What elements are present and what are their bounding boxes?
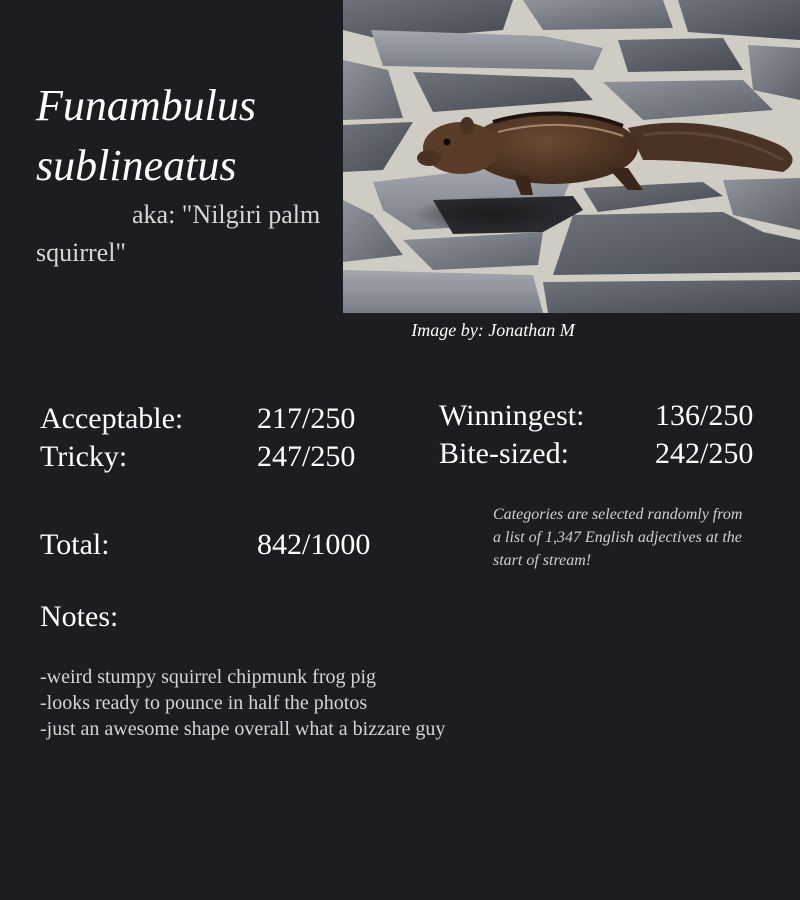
score-label-winningest: Winningest:	[439, 399, 585, 432]
notes-list	[40, 664, 445, 742]
score-value-acceptable: 217/250	[257, 402, 356, 435]
note-item: -looks ready to pounce in half the photos	[40, 692, 368, 714]
image-credit: Image by: Jonathan M	[411, 320, 575, 340]
notes-heading: Notes:	[40, 600, 119, 633]
score-label-bite-sized: Bite-sized:	[439, 437, 569, 470]
score-value-winningest: 136/250	[655, 399, 754, 432]
note-item: -weird stumpy squirrel chipmunk frog pig	[40, 666, 377, 688]
score-label-acceptable: Acceptable:	[40, 402, 184, 435]
score-value-total: 842/1000	[257, 528, 371, 561]
score-label-total: Total:	[40, 528, 110, 561]
species-title: Funambulus sublineatus	[36, 81, 256, 190]
categories-disclaimer: Categories are selected randomly from a list of 1,347 English adjectives at the start of stream!	[493, 506, 743, 569]
score-value-tricky: 247/250	[257, 440, 356, 473]
common-name: aka: "Nilgiri palm squirrel"	[36, 200, 321, 267]
score-label-tricky: Tricky:	[40, 440, 128, 473]
squirrel-photo	[343, 0, 800, 313]
note-item: -just an awesome shape overall what a bizzare guy	[40, 718, 446, 740]
score-value-bite-sized: 242/250	[655, 437, 754, 470]
